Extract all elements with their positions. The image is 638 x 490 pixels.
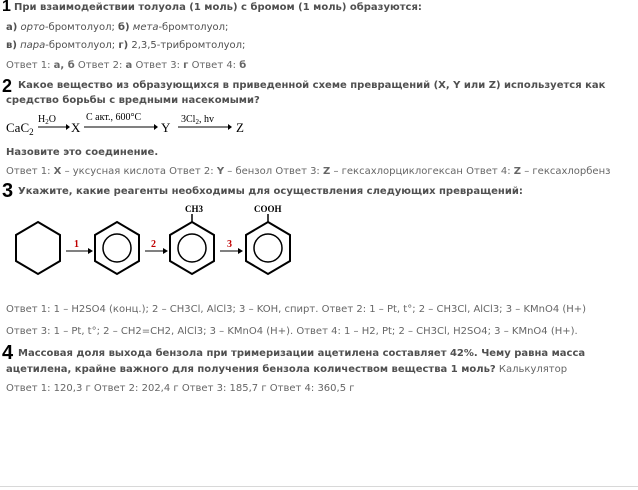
answer-2-label: Ответ 2: — [77, 60, 123, 71]
arrow3-label: 3Cl — [181, 114, 196, 125]
option-a-letter: а) — [6, 22, 18, 33]
q1-options-line-2 — [6, 40, 245, 51]
scheme-x: X — [71, 120, 81, 135]
answer-1-value[interactable]: 120,3 г — [53, 383, 91, 394]
arrow2-label: C акт., 600°C — [86, 112, 142, 123]
q1-answers — [6, 60, 246, 71]
option-c-text: -бромтолуол; — [45, 40, 116, 51]
answer-3-label: Ответ 3: — [275, 166, 320, 177]
bottom-divider — [0, 486, 638, 487]
question-3-text: Укажите, какие реагенты необходимы для осуществления следующих превращений: — [18, 186, 523, 197]
answer-1-value[interactable]: а, б — [53, 60, 75, 71]
scheme-z: Z — [236, 120, 244, 135]
question-4-text-line-2: ацетилена, крайне важного для получения бензола количеством вещества 1 моль? — [6, 364, 496, 375]
step-2-label: 2 — [151, 239, 156, 250]
answer-2-label: Ответ 2: — [93, 383, 139, 394]
step-1-label: 1 — [74, 239, 79, 250]
benzoic-acid-ring — [246, 222, 290, 274]
option-c-letter: в) — [6, 40, 17, 51]
svg-text:CaC2: CaC$_2$ — [6, 120, 34, 137]
question-number-1: 1 — [2, 0, 11, 15]
q3-answers-line-1[interactable]: Ответ 1: 1 – H2SO4 (конц.); 2 – CH3Cl, AlCl3; 3 – KOH, спирт. Ответ 2: 1 – Pt, t°; 2 – CH3Cl, AlCl3; 3 – KMnO4 (H+) — [6, 304, 587, 315]
answer-4-label: Ответ 4: — [191, 60, 237, 71]
step-3-label: 3 — [227, 239, 232, 250]
question-number-3: 3 — [2, 180, 14, 202]
answer-1-label: Ответ 1: — [6, 166, 51, 177]
answer-2-label: Ответ 2: — [169, 166, 214, 177]
answer-3-value[interactable]: г — [183, 60, 189, 71]
answer-1-text: – уксусная кислота — [61, 166, 170, 177]
q4-answers — [6, 383, 355, 394]
question-2-text-line-1: Какое вещество из образующихся в приведенной схеме превращений (X, Y или Z) используется как — [18, 80, 606, 91]
q2-answers — [6, 166, 610, 177]
answer-2-text: – бензол — [224, 166, 276, 177]
question-4-text-line-2-row — [6, 364, 567, 375]
answer-2-value[interactable]: а — [125, 60, 133, 71]
answer-3-value[interactable]: 185,7 г — [229, 383, 267, 394]
question-number-2: 2 — [2, 76, 13, 96]
calculator-link[interactable]: Калькулятор — [498, 364, 568, 375]
answer-4-value[interactable]: 360,5 г — [317, 383, 355, 394]
question-number-4: 4 — [2, 342, 14, 364]
option-a-prefix: орто — [20, 22, 45, 33]
scheme-y: Y — [161, 120, 171, 135]
answer-1-key[interactable]: X — [53, 166, 62, 177]
answer-2-value[interactable]: 202,4 г — [141, 383, 179, 394]
option-b-prefix: мета — [132, 22, 159, 33]
question-4-text-line-1: Массовая доля выхода бензола при тримеризации ацетилена составляет 42%. Чему равна масса — [18, 348, 586, 359]
q3-answers-line-2[interactable]: Ответ 3: 1 – Pt, t°; 2 – CH2=CH2, AlCl3; 3 – KMnO4 (H+). Ответ 4: 1 – H2, Pt; 2 – CH3Cl, H2SO4; 3 – KMnO4 (H+). — [6, 326, 578, 337]
q1-options-line-1 — [6, 22, 228, 33]
option-b-text: -бромтолуол; — [158, 22, 229, 33]
question-2-name-prompt: Назовите это соединение. — [6, 147, 159, 158]
cyclohexane-ring — [16, 222, 60, 274]
option-d-text: 2,3,5-трибромтолуол; — [131, 40, 246, 51]
answer-4-label: Ответ 4: — [269, 383, 315, 394]
option-c-prefix: пара — [20, 40, 46, 51]
option-b-letter: б) — [118, 22, 130, 33]
question-2-text-line-2: средство борьбы с вредными насекомыми? — [6, 95, 260, 106]
answer-2-key[interactable]: Y — [216, 166, 225, 177]
svg-text:3Cl2, hv: $3Cl_2$, hv — [181, 114, 214, 126]
answer-4-key[interactable]: Z — [513, 166, 522, 177]
cooh-label: COOH — [254, 204, 282, 214]
answer-3-key[interactable]: Z — [323, 166, 331, 177]
scheme-start: CaC — [6, 120, 30, 135]
question-1-text: При взаимодействии толуола (1 моль) с бромом (1 моль) образуются: — [14, 2, 422, 13]
ch3-label: CH3 — [185, 204, 203, 214]
arrow1-label: H — [38, 114, 46, 125]
answer-1-label: Ответ 1: — [6, 383, 51, 394]
answer-3-text: – гексахлорциклогексан — [330, 166, 467, 177]
transformation-scheme — [0, 200, 320, 290]
svg-text:H2O: $H_2O$ — [38, 114, 56, 126]
answer-4-value[interactable]: б — [239, 60, 247, 71]
answer-4-label: Ответ 4: — [466, 166, 511, 177]
option-d-letter: г) — [118, 40, 129, 51]
answer-3-label: Ответ 3: — [135, 60, 180, 71]
benzene-ring — [95, 222, 139, 274]
toluene-ring — [170, 222, 214, 274]
answer-1-label: Ответ 1: — [6, 60, 51, 71]
answer-3-label: Ответ 3: — [181, 383, 227, 394]
reaction-scheme — [0, 108, 260, 140]
answer-4-text: – гексахлорбенз — [521, 166, 611, 177]
option-a-text: -бромтолуол; — [44, 22, 115, 33]
